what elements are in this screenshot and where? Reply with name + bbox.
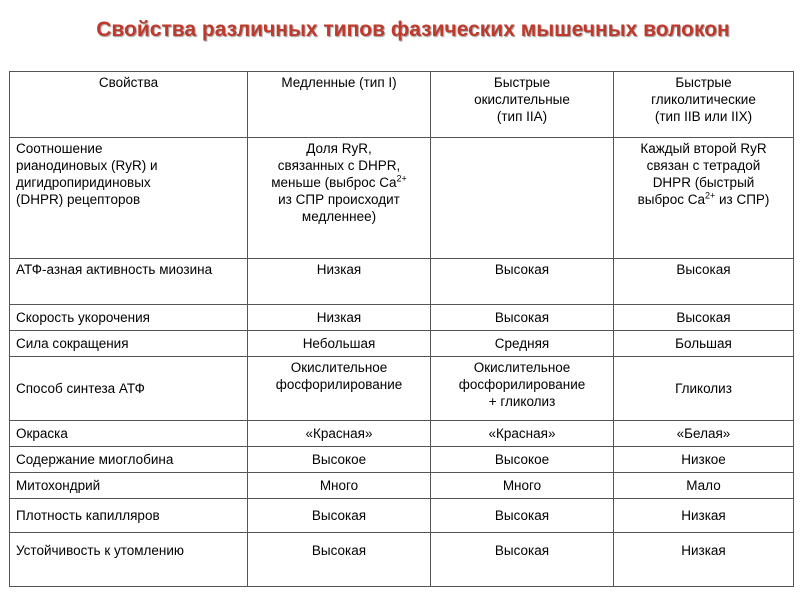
fast-oxidative-cell xyxy=(431,473,614,499)
property-label: Скорость укорочения xyxy=(16,310,150,325)
slow-cell xyxy=(248,331,431,357)
fast-oxidative-line-3: + гликолиз xyxy=(488,394,556,409)
slow-cell xyxy=(248,305,431,331)
header-fast-ox-line-1: Быстрые xyxy=(493,75,551,90)
property-label: Митохондрий xyxy=(16,478,101,493)
fast-oxidative-cell xyxy=(431,305,614,331)
header-slow xyxy=(248,72,431,138)
fast-oxidative-cell xyxy=(431,421,614,447)
property-label: Устойчивость к утомлению xyxy=(16,543,185,558)
property-cell xyxy=(10,331,248,357)
slow-line-1: Доля RyR, xyxy=(306,141,372,156)
property-label: Плотность капилляров xyxy=(16,508,160,523)
property-label: Сила сокращения xyxy=(16,336,129,351)
fast-oxidative-line-2: фосфорилирование xyxy=(458,377,586,392)
slow-value: «Красная» xyxy=(305,426,373,441)
fast-glycolytic-cell xyxy=(614,533,794,587)
table-row xyxy=(10,259,794,305)
fast-oxidative-cell xyxy=(431,331,614,357)
fast-glycolytic-cell xyxy=(614,331,794,357)
fast-glycolytic-value: Низкая xyxy=(681,543,726,558)
calcium-charge-superscript: 2+ xyxy=(704,190,716,201)
fast-oxidative-cell xyxy=(431,259,614,305)
row-receptors-fast-oxidative xyxy=(431,138,614,259)
property-cell xyxy=(10,447,248,473)
fast-glycolytic-value: Высокая xyxy=(676,262,731,277)
table-row xyxy=(10,331,794,357)
slow-value-line-2: фосфорилирование xyxy=(275,377,403,392)
slow-cell xyxy=(248,473,431,499)
header-fast-gly-line-2: гликолитические xyxy=(651,92,756,107)
prop-line-3: дигидропиридиновых xyxy=(16,175,151,190)
slow-line-3-text: меньше (выброс Ca xyxy=(271,175,397,190)
property-cell xyxy=(10,473,248,499)
fast-glycolytic-value: Низкое xyxy=(681,452,726,467)
header-slow-label: Медленные (тип I) xyxy=(281,75,397,90)
fast-glycolytic-cell xyxy=(614,473,794,499)
slow-cell xyxy=(248,357,431,421)
gly-line-2: связан с тетрадой xyxy=(646,158,761,173)
row-receptors-fast-glycolytic xyxy=(614,138,794,259)
table-row xyxy=(10,138,794,259)
slow-cell xyxy=(248,499,431,533)
header-properties xyxy=(10,72,248,138)
table-row xyxy=(10,499,794,533)
fast-glycolytic-value: Большая xyxy=(675,336,732,351)
header-fast-oxidative xyxy=(431,72,614,138)
table-header-row xyxy=(10,72,794,138)
fast-oxidative-value: Высокая xyxy=(494,262,550,277)
fast-glycolytic-cell xyxy=(614,421,794,447)
header-fast-glycolytic xyxy=(614,72,794,138)
fast-oxidative-value: Много xyxy=(502,478,542,493)
slow-cell xyxy=(248,533,431,587)
property-label: Способ синтеза АТФ xyxy=(16,381,145,396)
fast-glycolytic-value: «Белая» xyxy=(676,426,731,441)
fast-oxidative-line-1: Окислительное xyxy=(473,360,571,375)
property-cell xyxy=(10,357,248,421)
prop-line-4: (DHPR) рецепторов xyxy=(16,192,141,207)
fast-oxidative-cell xyxy=(431,447,614,473)
gly-line-4 xyxy=(620,191,787,208)
fast-oxidative-value: Высокая xyxy=(494,543,550,558)
slow-cell xyxy=(248,447,431,473)
table-row xyxy=(10,533,794,587)
fast-oxidative-value: Высокая xyxy=(494,310,550,325)
fast-oxidative-cell xyxy=(431,533,614,587)
property-label: Окраска xyxy=(16,426,68,441)
slow-value-line-1: Окислительное xyxy=(290,360,388,375)
slow-line-5: медленнее) xyxy=(301,209,377,224)
fast-oxidative-cell xyxy=(431,499,614,533)
prop-line-1: Соотношение xyxy=(16,141,103,156)
fast-glycolytic-cell xyxy=(614,305,794,331)
property-cell xyxy=(10,533,248,587)
header-fast-ox-line-2: окислительные xyxy=(474,92,570,107)
slow-value: Высокая xyxy=(311,508,367,523)
property-cell xyxy=(10,499,248,533)
slow-line-3 xyxy=(254,174,424,191)
slow-line-4: из СПР происходит xyxy=(278,192,400,207)
table-row xyxy=(10,357,794,421)
slow-value: Много xyxy=(319,478,359,493)
property-label: АТФ-азная активность миозина xyxy=(16,262,213,277)
fast-glycolytic-cell xyxy=(614,357,794,421)
table-row xyxy=(10,305,794,331)
fast-oxidative-value: «Красная» xyxy=(488,426,556,441)
fast-glycolytic-value: Высокая xyxy=(676,310,731,325)
prop-line-2: рианодиновых (RyR) и xyxy=(16,158,158,173)
fast-glycolytic-cell xyxy=(614,447,794,473)
fast-glycolytic-cell xyxy=(614,259,794,305)
property-cell xyxy=(10,259,248,305)
slow-cell xyxy=(248,259,431,305)
slow-value: Низкая xyxy=(316,310,362,325)
table-row xyxy=(10,421,794,447)
page-title: Свойства различных типов фазических мышечных волокон xyxy=(96,18,730,41)
slow-cell xyxy=(248,421,431,447)
gly-line-4-tail: из СПР) xyxy=(715,192,770,207)
table-row xyxy=(10,447,794,473)
table-row xyxy=(10,473,794,499)
header-fast-ox-line-3: (тип IIA) xyxy=(496,109,548,124)
row-receptors-slow xyxy=(248,138,431,259)
fast-glycolytic-value: Мало xyxy=(686,478,721,493)
calcium-charge-superscript: 2+ xyxy=(396,173,407,184)
header-fast-gly-line-3: (тип IIB или IIX) xyxy=(654,109,753,124)
gly-line-3: DHPR (быстрый xyxy=(652,175,755,190)
header-fast-gly-line-1: Быстрые xyxy=(675,75,732,90)
slow-value: Высокое xyxy=(311,452,367,467)
property-cell xyxy=(10,421,248,447)
slow-value: Низкая xyxy=(316,262,362,277)
gly-line-4-text: выброс Ca xyxy=(637,192,705,207)
slow-value: Высокая xyxy=(311,543,367,558)
fast-oxidative-value: Средняя xyxy=(494,336,550,351)
fast-glycolytic-cell xyxy=(614,499,794,533)
property-cell xyxy=(10,305,248,331)
fast-glycolytic-value: Низкая xyxy=(681,508,726,523)
header-properties-label: Свойства xyxy=(98,75,159,90)
gly-line-1: Каждый второй RyR xyxy=(640,141,767,156)
slow-value: Небольшая xyxy=(302,336,376,351)
row-receptors-property xyxy=(10,138,248,259)
fast-oxidative-value: Высокое xyxy=(494,452,550,467)
fiber-properties-table xyxy=(9,71,794,587)
fast-oxidative-value: Высокая xyxy=(494,508,550,523)
fast-oxidative-cell xyxy=(431,357,614,421)
fast-glycolytic-value: Гликолиз xyxy=(675,381,732,396)
property-label: Содержание миоглобина xyxy=(16,452,174,467)
slow-line-2: связанных с DHPR, xyxy=(277,158,401,173)
